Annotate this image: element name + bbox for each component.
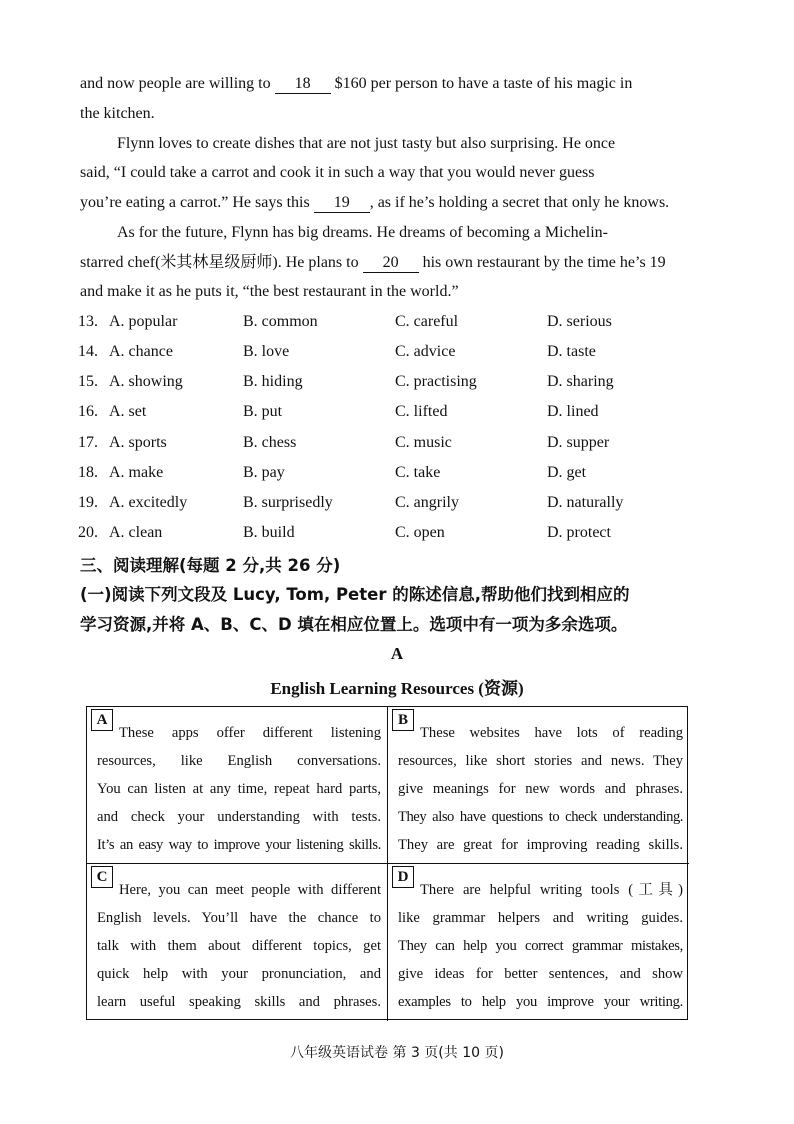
blank-19: 19 xyxy=(314,194,370,213)
passage-line-5: you’re eating a carrot.” He says this 19 , as if he’s holding a secret that only he knows. xyxy=(80,194,670,211)
passage-line-2: the kitchen. xyxy=(80,105,155,122)
option-row-15: 15. A. showing B. hiding C. practising D. sharing xyxy=(78,373,614,390)
resource-cell-a: A These apps offer different listening resources, like English conversations. You can listen at any time, repeat hard parts, and check your understanding with tests. It’s an easy way to improve your listening skills. xyxy=(87,707,388,864)
resource-cell-b: B These websites have lots of reading resources, like short stories and news. They give meanings for new words and phrases. They also have questions to check understanding. They are great for improving reading skills. xyxy=(388,707,689,864)
passage-line-7: starred chef(米其林星级厨师). He plans to 20 his own restaurant by the time he’s 19 xyxy=(80,254,666,271)
option-row-14: 14. A. chance B. love C. advice D. taste xyxy=(78,343,596,360)
blank-20: 20 xyxy=(363,254,419,273)
resource-cell-d: D There are helpful writing tools (工具) like grammar helpers and writing guides. They can help you correct grammar mistakes, give ideas for better sentences, and show examples to help you improve your writing. xyxy=(388,864,689,1021)
resources-table xyxy=(86,706,688,1020)
passage-line-8: and make it as he puts it, “the best restaurant in the world.” xyxy=(80,283,459,300)
resource-label-a: A xyxy=(91,709,113,731)
passage-line-4: said, “I could take a carrot and cook it in such a way that you would never guess xyxy=(80,164,595,181)
page-footer: 八年级英语试卷 第 3 页(共 10 页) xyxy=(290,1045,504,1061)
blank-18: 18 xyxy=(275,75,331,94)
resource-label-c: C xyxy=(91,866,113,888)
option-row-18: 18. A. make B. pay C. take D. get xyxy=(78,464,587,481)
resources-title: English Learning Resources (资源) xyxy=(270,679,524,698)
part-letter: A xyxy=(390,644,404,663)
passage-line-1: and now people are willing to 18 $160 per person to have a taste of his magic in xyxy=(80,75,633,92)
option-row-20: 20. A. clean B. build C. open D. protect xyxy=(78,524,611,541)
instruction-line-2: 学习资源,并将 A、B、C、D 填在相应位置上。选项中有一项为多余选项。 xyxy=(80,615,628,634)
option-row-19: 19. A. excitedly B. surprisedly C. angrily D. naturally xyxy=(78,494,624,511)
passage-line-3: Flynn loves to create dishes that are not just tasty but also surprising. He once xyxy=(117,135,616,152)
resource-label-d: D xyxy=(392,866,414,888)
option-row-13: 13. A. popular B. common C. careful D. serious xyxy=(78,313,612,330)
section-heading: 三、阅读理解(每题 2 分,共 26 分) xyxy=(80,556,341,575)
passage-line-6: As for the future, Flynn has big dreams. He dreams of becoming a Michelin- xyxy=(117,224,608,241)
option-row-16: 16. A. set B. put C. lifted D. lined xyxy=(78,403,599,420)
instruction-line-1: (一)阅读下列文段及 Lucy, Tom, Peter 的陈述信息,帮助他们找到相应的 xyxy=(80,585,630,604)
resource-cell-c: C Here, you can meet people with different English levels. You’ll have the chance to talk with them about different topics, get quick help with your pronunciation, and learn useful speaking skills and phrases. xyxy=(87,864,388,1021)
option-row-17: 17. A. sports B. chess C. music D. supper xyxy=(78,434,610,451)
resource-label-b: B xyxy=(392,709,414,731)
